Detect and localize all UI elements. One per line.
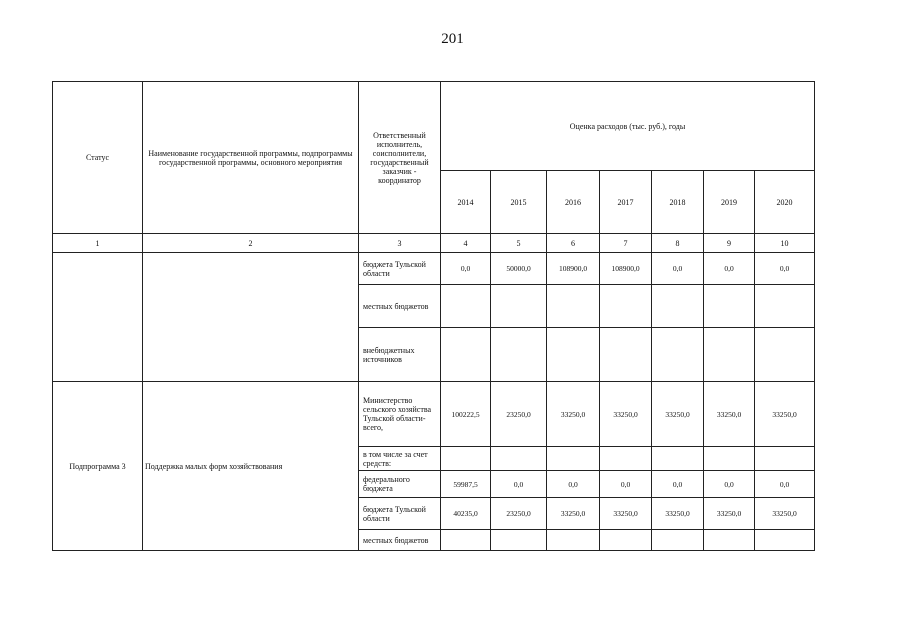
column-number: 1: [53, 234, 143, 253]
column-number: 5: [491, 234, 547, 253]
value-cell: [704, 285, 755, 328]
value-cell: 0,0: [491, 471, 547, 498]
value-cell: 0,0: [755, 253, 815, 285]
value-cell: 33250,0: [755, 382, 815, 447]
budget-table: [52, 81, 815, 551]
header-responsible: Ответственный исполнитель, соисполнители, государственный заказчик - координатор: [359, 82, 441, 234]
funding-source-label: в том числе за счет средств:: [359, 447, 441, 471]
value-cell: [491, 530, 547, 551]
column-number: 7: [600, 234, 652, 253]
value-cell: [441, 447, 491, 471]
value-cell: 33250,0: [652, 382, 704, 447]
value-cell: [652, 328, 704, 382]
value-cell: [755, 530, 815, 551]
value-cell: 0,0: [652, 471, 704, 498]
value-cell: 33250,0: [600, 382, 652, 447]
funding-source-label: Министерство сельского хозяйства Тульской области- всего,: [359, 382, 441, 447]
header-status: Статус: [53, 82, 143, 234]
value-cell: 0,0: [600, 471, 652, 498]
page-number: 201: [441, 31, 464, 47]
value-cell: [547, 285, 600, 328]
value-cell: [491, 447, 547, 471]
table-row: [53, 253, 815, 285]
value-cell: [491, 285, 547, 328]
funding-source-label: бюджета Тульской области: [359, 498, 441, 530]
value-cell: [704, 530, 755, 551]
value-cell: [755, 285, 815, 328]
funding-source-label: бюджета Тульской области: [359, 253, 441, 285]
value-cell: 33250,0: [755, 498, 815, 530]
value-cell: [441, 285, 491, 328]
value-cell: [600, 530, 652, 551]
value-cell: [441, 530, 491, 551]
value-cell: [652, 285, 704, 328]
value-cell: [755, 447, 815, 471]
value-cell: 0,0: [704, 253, 755, 285]
value-cell: 50000,0: [491, 253, 547, 285]
program-name-cell: [143, 253, 359, 382]
value-cell: 0,0: [652, 253, 704, 285]
table-row: [53, 382, 815, 447]
value-cell: 33250,0: [547, 382, 600, 447]
value-cell: 0,0: [547, 471, 600, 498]
value-cell: [547, 447, 600, 471]
funding-source-label: местных бюджетов: [359, 530, 441, 551]
value-cell: [652, 530, 704, 551]
header-year: 2014: [441, 171, 491, 234]
value-cell: 100222,5: [441, 382, 491, 447]
value-cell: 23250,0: [491, 498, 547, 530]
value-cell: 33250,0: [547, 498, 600, 530]
header-name: Наименование государственной программы, подпрограммы государственной программы, основного мероприятия: [143, 82, 359, 234]
value-cell: [547, 328, 600, 382]
value-cell: 40235,0: [441, 498, 491, 530]
value-cell: [600, 447, 652, 471]
value-cell: 0,0: [704, 471, 755, 498]
column-number: 10: [755, 234, 815, 253]
column-number: 4: [441, 234, 491, 253]
value-cell: 23250,0: [491, 382, 547, 447]
value-cell: [600, 328, 652, 382]
header-year: 2017: [600, 171, 652, 234]
value-cell: [491, 328, 547, 382]
value-cell: 59987,5: [441, 471, 491, 498]
value-cell: 33250,0: [704, 498, 755, 530]
value-cell: [547, 530, 600, 551]
header-estimate: Оценка расходов (тыс. руб.), годы: [441, 82, 815, 171]
value-cell: [600, 285, 652, 328]
value-cell: 33250,0: [652, 498, 704, 530]
value-cell: 0,0: [441, 253, 491, 285]
header-year: 2015: [491, 171, 547, 234]
value-cell: [652, 447, 704, 471]
value-cell: 0,0: [755, 471, 815, 498]
funding-source-label: местных бюджетов: [359, 285, 441, 328]
column-number: 8: [652, 234, 704, 253]
value-cell: 33250,0: [600, 498, 652, 530]
status-cell: [53, 253, 143, 382]
header-year: 2020: [755, 171, 815, 234]
value-cell: [441, 328, 491, 382]
value-cell: [704, 328, 755, 382]
program-name-cell: Поддержка малых форм хозяйствования: [143, 382, 359, 551]
column-number: 3: [359, 234, 441, 253]
column-number: 2: [143, 234, 359, 253]
value-cell: [755, 328, 815, 382]
header-year: 2019: [704, 171, 755, 234]
funding-source-label: федерального бюджета: [359, 471, 441, 498]
funding-source-label: внебюджетных источников: [359, 328, 441, 382]
column-number: 9: [704, 234, 755, 253]
value-cell: 108900,0: [600, 253, 652, 285]
status-cell: Подпрограмма 3: [53, 382, 143, 551]
column-number: 6: [547, 234, 600, 253]
value-cell: [704, 447, 755, 471]
value-cell: 108900,0: [547, 253, 600, 285]
value-cell: 33250,0: [704, 382, 755, 447]
header-year: 2018: [652, 171, 704, 234]
header-year: 2016: [547, 171, 600, 234]
